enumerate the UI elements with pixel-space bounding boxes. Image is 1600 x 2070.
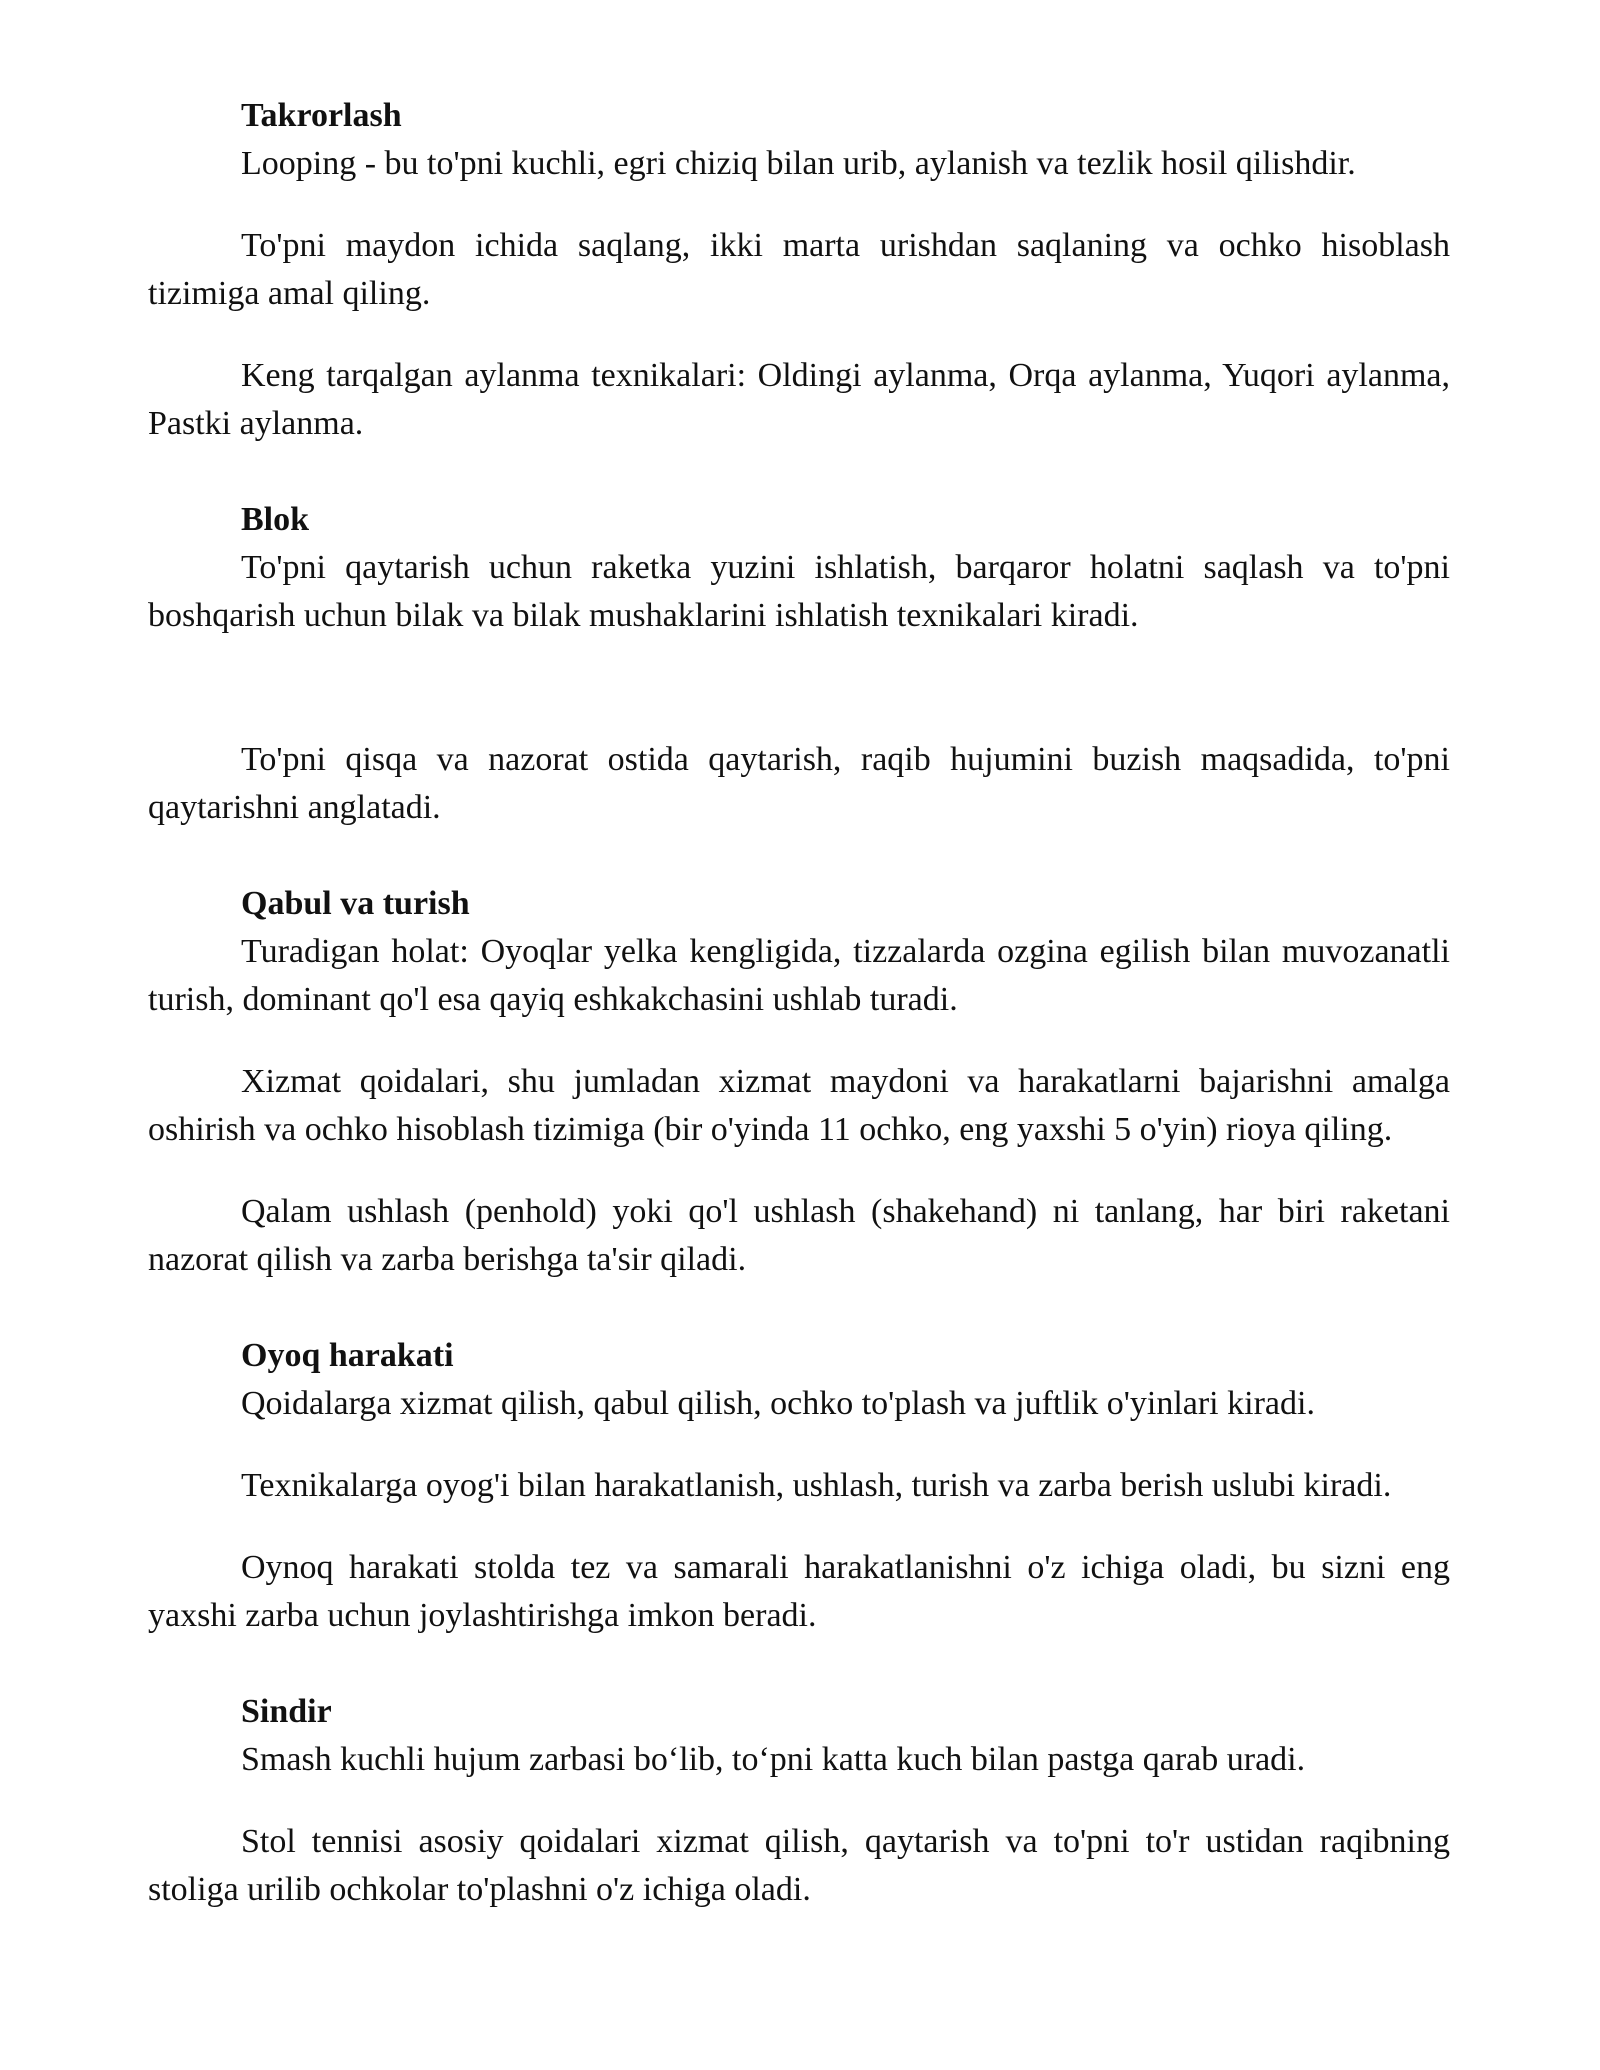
paragraph: Oynoq harakati stolda tez va samarali harakatlanishni o'z ichiga oladi, bu sizni eng yaxshi zarba uchun joylashtirishga imkon beradi.: [148, 1549, 1450, 1634]
section-heading: Oyoq harakati: [241, 1337, 454, 1374]
paragraph: To'pni qaytarish uchun raketka yuzini ishlatish, barqaror holatni saqlash va to'pni boshqarish uchun bilak va bilak mushaklarini ishlatish texnikalari kiradi.: [148, 549, 1450, 634]
paragraph: Qalam ushlash (penhold) yoki qo'l ushlash (shakehand) ni tanlang, har biri raketani nazorat qilish va zarba berishga ta'sir qiladi.: [148, 1193, 1450, 1278]
paragraph: To'pni qisqa va nazorat ostida qaytarish, raqib hujumini buzish maqsadida, to'pni qaytarishni anglatadi.: [148, 741, 1450, 826]
blank-space: [148, 640, 1450, 736]
section-blok: [148, 496, 1450, 832]
paragraph: Turadigan holat: Oyoqlar yelka kengligida, tizzalarda ozgina egilish bilan muvozanatli turish, dominant qo'l esa qayiq eshkakchasini ushlab turadi.: [148, 933, 1450, 1018]
paragraph: Qoidalarga xizmat qilish, qabul qilish, ochko to'plash va juftlik o'yinlari kiradi.: [241, 1385, 1315, 1422]
section-heading: Qabul va turish: [241, 885, 470, 922]
section-heading: Takrorlash: [241, 97, 402, 134]
section-heading: Blok: [241, 501, 310, 538]
section-oyoq-harakati: [148, 1332, 1450, 1640]
section-takrorlash: [148, 92, 1450, 448]
section-heading: Sindir: [241, 1693, 332, 1730]
paragraph: Smash kuchli hujum zarbasi bo‘lib, to‘pni katta kuch bilan pastga qarab uradi.: [241, 1741, 1306, 1778]
document-page: [148, 92, 1450, 1914]
paragraph: Stol tennisi asosiy qoidalari xizmat qilish, qaytarish va to'pni to'r ustidan raqibning stoliga urilib ochkolar to'plashni o'z ichiga oladi.: [148, 1823, 1450, 1908]
paragraph: Xizmat qoidalari, shu jumladan xizmat maydoni va harakatlarni bajarishni amalga oshirish va ochko hisoblash tizimiga (bir o'yinda 11 ochko, eng yaxshi 5 o'yin) rioya qiling.: [148, 1063, 1450, 1148]
paragraph: Texnikalarga oyog'i bilan harakatlanish, ushlash, turish va zarba berish uslubi kiradi.: [241, 1467, 1392, 1504]
section-qabul-va-turish: [148, 880, 1450, 1284]
paragraph: Keng tarqalgan aylanma texnikalari: Oldingi aylanma, Orqa aylanma, Yuqori aylanma, Pastki aylanma.: [148, 357, 1450, 442]
paragraph: To'pni maydon ichida saqlang, ikki marta urishdan saqlaning va ochko hisoblash tizimiga amal qiling.: [148, 227, 1450, 312]
paragraph: Looping - bu to'pni kuchli, egri chiziq bilan urib, aylanish va tezlik hosil qilishdir.: [241, 145, 1356, 182]
section-sindir: [148, 1688, 1450, 1914]
